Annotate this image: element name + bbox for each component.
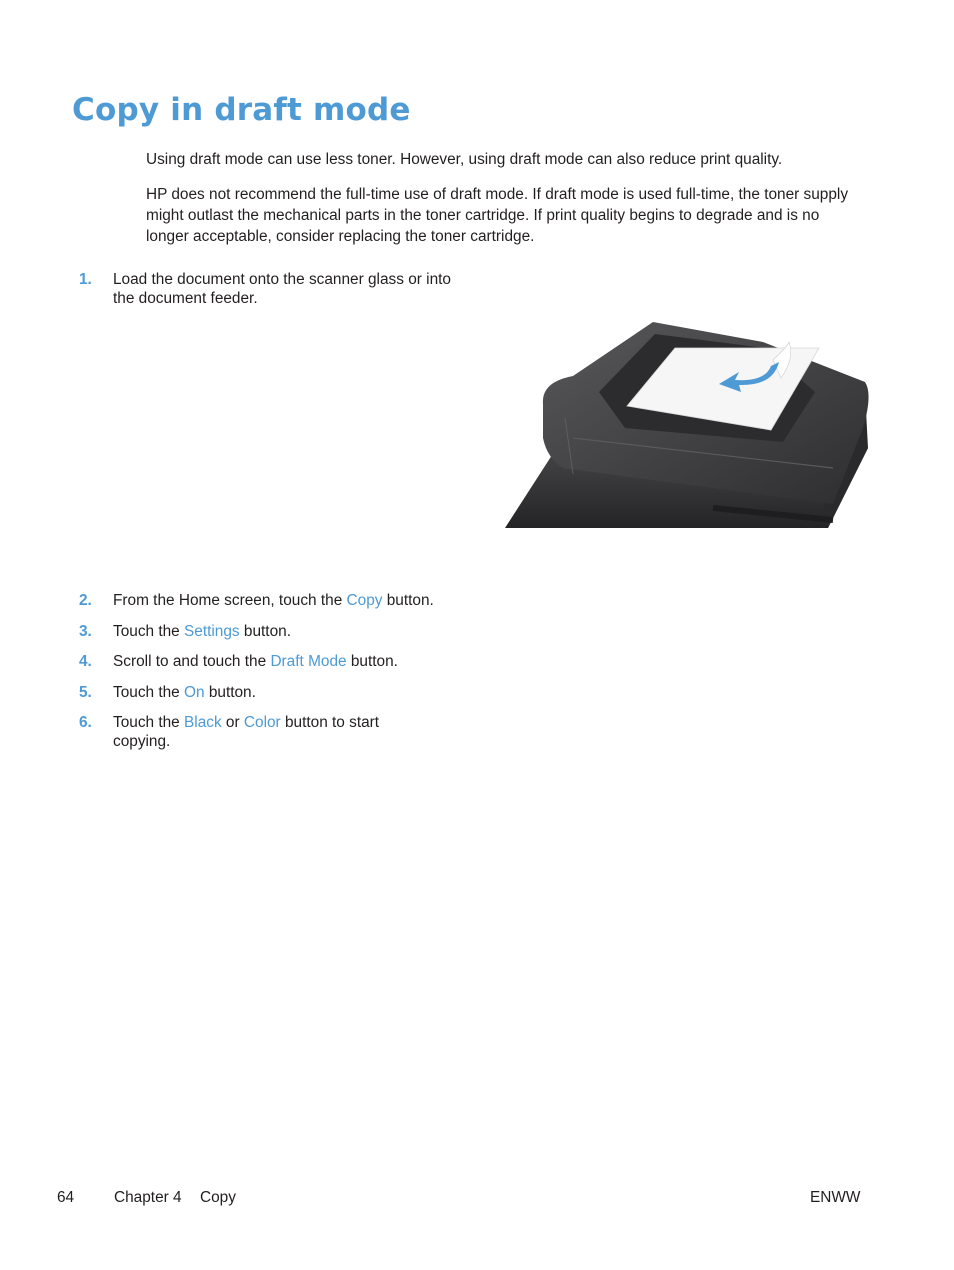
step-number: 1.	[79, 271, 92, 288]
printer-illustration	[503, 318, 871, 530]
step-text: Touch the Settings button.	[113, 623, 291, 640]
step-2	[79, 591, 459, 610]
black-button-label: Black	[184, 714, 222, 731]
on-button-label: On	[184, 684, 205, 701]
intro-paragraph-1: Using draft mode can use less toner. However, using draft mode can also reduce print quality.	[146, 151, 783, 168]
step-6	[79, 713, 409, 751]
draft-mode-button-label: Draft Mode	[270, 653, 347, 670]
step-4	[79, 652, 459, 671]
step-text: Touch the Black or Color button to start copying.	[113, 714, 380, 750]
step-1	[79, 270, 459, 308]
step-text: Load the document onto the scanner glass or into the document feeder.	[113, 271, 451, 307]
page-number: 64	[57, 1189, 75, 1206]
intro-paragraph-2: HP does not recommend the full-time use of draft mode. If draft mode is used full-time, the toner supply might outlast the mechanical parts in the toner cartridge. If print quality begins to degrade and is no longer acceptable, consider replacing the toner cartridge.	[146, 186, 849, 245]
settings-button-label: Settings	[184, 623, 240, 640]
step-5	[79, 683, 459, 702]
step-text: Touch the On button.	[113, 684, 256, 701]
step-number: 2.	[79, 592, 92, 609]
step-number: 6.	[79, 714, 92, 731]
footer-chapter: Chapter 4	[114, 1189, 182, 1206]
step-text: Scroll to and touch the Draft Mode button.	[113, 653, 398, 670]
footer-locale: ENWW	[810, 1189, 861, 1206]
step-number: 4.	[79, 653, 92, 670]
step-text: From the Home screen, touch the Copy button.	[113, 592, 434, 609]
step-number: 3.	[79, 623, 92, 640]
footer-section: Copy	[200, 1189, 236, 1206]
step-3	[79, 622, 459, 641]
color-button-label: Color	[243, 714, 281, 731]
copy-button-label: Copy	[346, 592, 383, 609]
page-title: Copy in draft mode	[72, 92, 411, 128]
step-number: 5.	[79, 684, 92, 701]
